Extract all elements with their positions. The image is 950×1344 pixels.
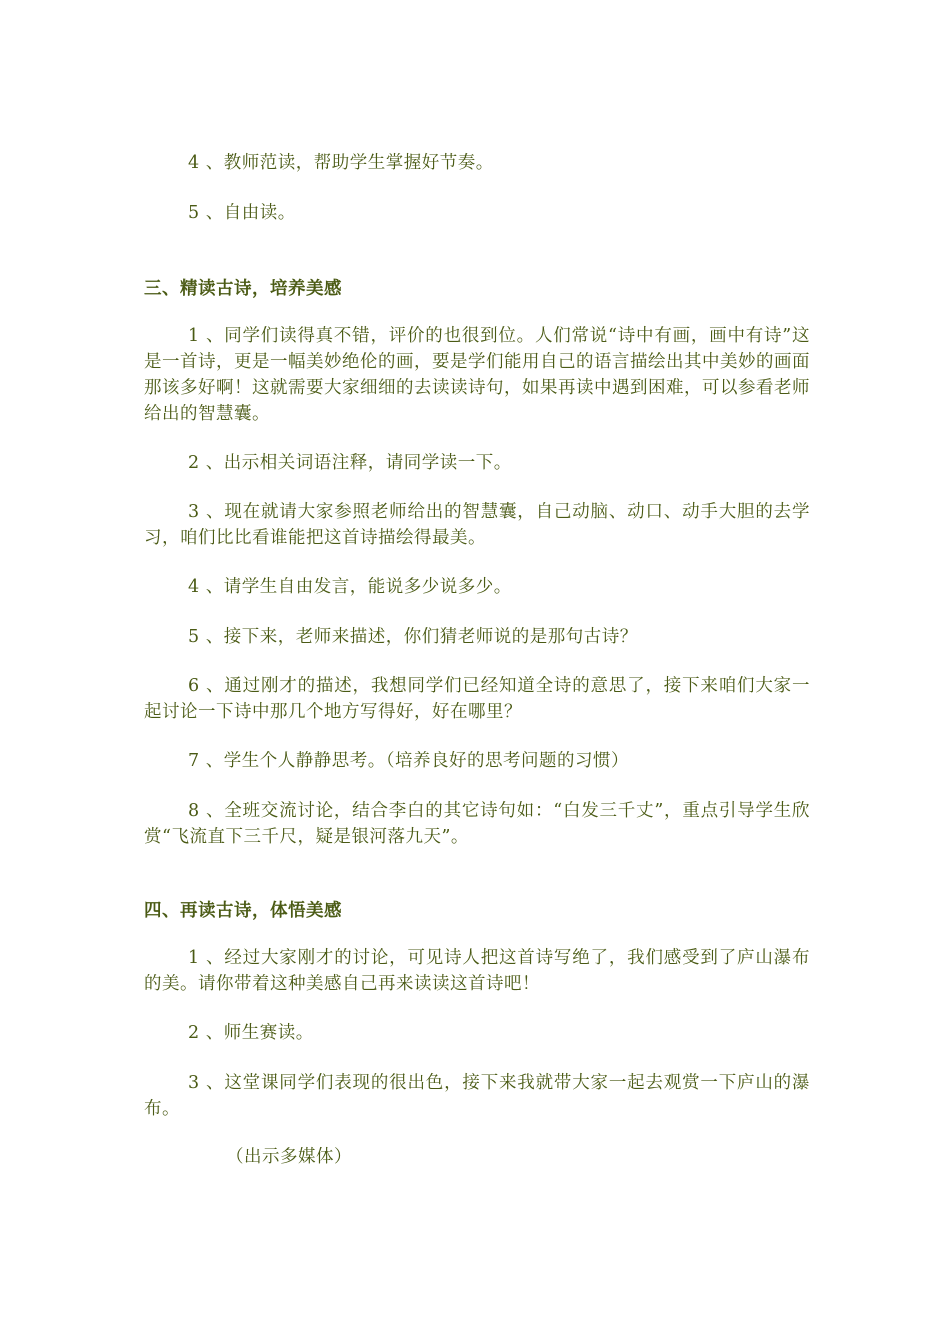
section-heading-3: 三、精读古诗，培养美感 [144,279,342,299]
paragraph-s4-item-1: 1 、经过大家刚才的讨论，可见诗人把这首诗写绝了，我们感受到了庐山瀑布的美。请你带着这种美感自己再来读读这首诗吧！ [144,948,810,994]
paragraph-s3-item-1: 1 、同学们读得真不错，评价的也很到位。人们常说“诗中有画，画中有诗”这是一首诗，更是一幅美妙绝伦的画，要是学们能用自己的语言描绘出其中美妙的画面那该多好啊！这就需要大家细细的去读读诗句，如果再读中遇到困难，可以参看老师给出的智慧囊。 [144,326,810,424]
paragraph-s3-item-8: 8 、全班交流讨论，结合李白的其它诗句如：“白发三千丈”，重点引导学生欣赏“飞流直下三千尺，疑是银河落九天”。 [144,801,810,847]
paragraph-s3-item-6: 6 、通过刚才的描述，我想同学们已经知道全诗的意思了，接下来咱们大家一起讨论一下诗中那几个地方写得好，好在哪里？ [144,676,810,722]
paragraph-s2-item-4: 4 、教师范读，帮助学生掌握好节奏。 [188,153,494,173]
paragraph-s3-item-4: 4 、请学生自由发言，能说多少说多少。 [188,577,512,597]
paragraph-s3-item-7: 7 、学生个人静静思考。（培养良好的思考问题的习惯） [188,751,629,771]
paragraph-s2-item-5: 5 、自由读。 [188,203,296,223]
paragraph-s3-item-5: 5 、接下来，老师来描述，你们猜老师说的是那句古诗？ [188,627,638,647]
paragraph-s3-item-3: 3 、现在就请大家参照老师给出的智慧囊，自己动脑、动口、动手大胆的去学习，咱们比比看谁能把这首诗描绘得最美。 [144,502,810,548]
multimedia-note: （出示多媒体） [226,1147,352,1167]
paragraph-s4-item-3: 3 、这堂课同学们表现的很出色，接下来我就带大家一起去观赏一下庐山的瀑布。 [144,1073,810,1119]
section-heading-4: 四、再读古诗，体悟美感 [144,901,342,921]
paragraph-s4-item-2: 2 、师生赛读。 [188,1023,314,1043]
document-page [144,0,810,1344]
paragraph-s3-item-2: 2 、出示相关词语注释，请同学读一下。 [188,453,512,473]
